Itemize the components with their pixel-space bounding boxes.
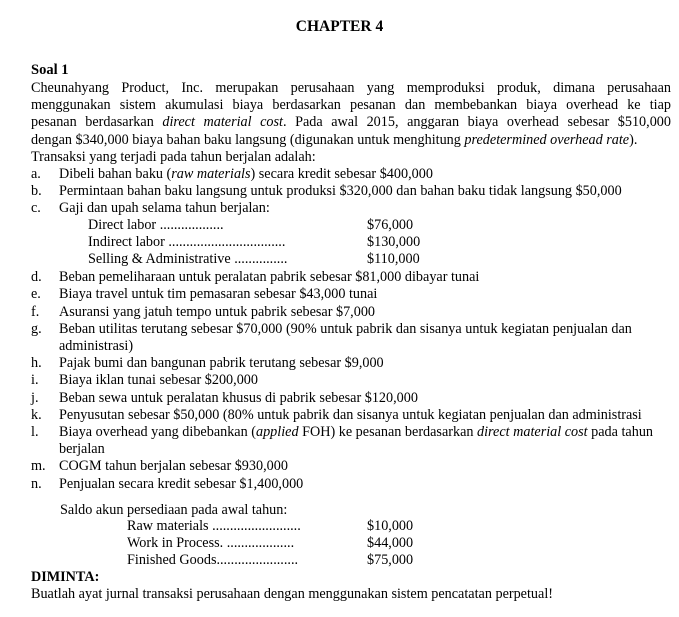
salary-table bbox=[88, 217, 420, 269]
list-item-a: a. Dibeli bahan baku (raw materials) secara kredit sebesar $400,000 bbox=[31, 166, 433, 182]
salary-row bbox=[88, 234, 420, 251]
salary-value: $130,000 bbox=[367, 234, 421, 251]
list-item-c: c. Gaji dan upah selama tahun berjalan: bbox=[31, 200, 270, 217]
salary-label: Direct labor .................. bbox=[88, 217, 224, 233]
salary-row bbox=[88, 251, 420, 268]
salary-label: Indirect labor ................................. bbox=[88, 234, 286, 251]
inventory-table bbox=[127, 518, 413, 570]
soal-title: Soal 1 bbox=[31, 62, 69, 78]
inventory-label: Raw materials ......................... bbox=[127, 518, 301, 534]
list-item-e: e. Biaya travel untuk tim pemasaran sebesar $43,000 tunai bbox=[31, 286, 378, 303]
list-item-i: i. Biaya iklan tunai sebesar $200,000 bbox=[31, 372, 258, 389]
intro-line-3: pesanan berdasarkan direct material cost. Pada awal 2015, anggaran biaya overhead sebesar $510,000 bbox=[31, 114, 671, 131]
saldo-heading: Saldo akun persediaan pada awal tahun: bbox=[60, 502, 288, 518]
salary-value: $76,000 bbox=[367, 217, 414, 233]
list-item-d: d. Beban pemeliharaan untuk peralatan pabrik sebesar $81,000 dibayar tunai bbox=[31, 269, 480, 286]
list-item-k: k. Penyusutan sebesar $50,000 (80% untuk pabrik dan sisanya untuk kegiatan penjualan dan administrasi bbox=[31, 406, 642, 423]
list-item-l: l. Biaya overhead yang dibebankan (applied FOH) ke pesanan berdasarkan direct material cost pada tahun berjalan bbox=[31, 424, 654, 458]
intro-paragraph bbox=[31, 80, 671, 166]
list-item-f: f. Asuransi yang jatuh tempo untuk pabrik sebesar $7,000 bbox=[31, 303, 376, 320]
intro-line-4: dengan $340,000 biaya bahan baku langsung (digunakan untuk menghitung predetermined overhead rate). bbox=[31, 131, 638, 148]
salary-value: $110,000 bbox=[367, 251, 420, 268]
list-item-n: n. Penjualan secara kredit sebesar $1,400,000 bbox=[31, 475, 304, 492]
list-item-g: g. Beban utilitas terutang sebesar $70,000 (90% untuk pabrik dan sisanya untuk kegiatan penjualan dan administrasi) bbox=[31, 320, 632, 355]
intro-line-2: menggunakan sistem akumulasi biaya berdasarkan pesanan dan membebankan biaya overhead ke tiap bbox=[31, 97, 671, 114]
diminta-heading: DIMINTA: bbox=[31, 569, 100, 585]
intro-line-1: Cheunahyang Product, Inc. merupakan perusahaan yang memproduksi produk, dimana perusahaan bbox=[31, 80, 671, 96]
inventory-label: Work in Process. ................... bbox=[127, 535, 295, 552]
list-item-h: h. Pajak bumi dan bangunan pabrik terutang sebesar $9,000 bbox=[31, 355, 384, 372]
intro-line-5: Transaksi yang terjadi pada tahun berjalan adalah: bbox=[31, 148, 316, 165]
transaction-list bbox=[31, 166, 671, 493]
inventory-row bbox=[127, 552, 413, 569]
list-item-j: j. Beban sewa untuk peralatan khusus di pabrik sebesar $120,000 bbox=[31, 389, 418, 406]
salary-row bbox=[88, 217, 420, 234]
list-item-b: b. Permintaan bahan baku langsung untuk produksi $320,000 dan bahan baku tidak langsung $50,000 bbox=[31, 183, 622, 200]
inventory-value: $75,000 bbox=[367, 552, 414, 569]
salary-label: Selling & Administrative ............... bbox=[88, 251, 288, 268]
inventory-row bbox=[127, 518, 413, 535]
list-item-m: m. COGM tahun berjalan sebesar $930,000 bbox=[31, 458, 288, 475]
inventory-label: Finished Goods....................... bbox=[127, 552, 299, 569]
instruction-text: Buatlah ayat jurnal transaksi perusahaan dengan menggunakan sistem pencatatan perpetual! bbox=[31, 586, 553, 602]
inventory-value: $10,000 bbox=[367, 518, 414, 534]
chapter-title: CHAPTER 4 bbox=[295, 18, 384, 35]
inventory-row bbox=[127, 535, 413, 552]
inventory-value: $44,000 bbox=[367, 535, 414, 552]
